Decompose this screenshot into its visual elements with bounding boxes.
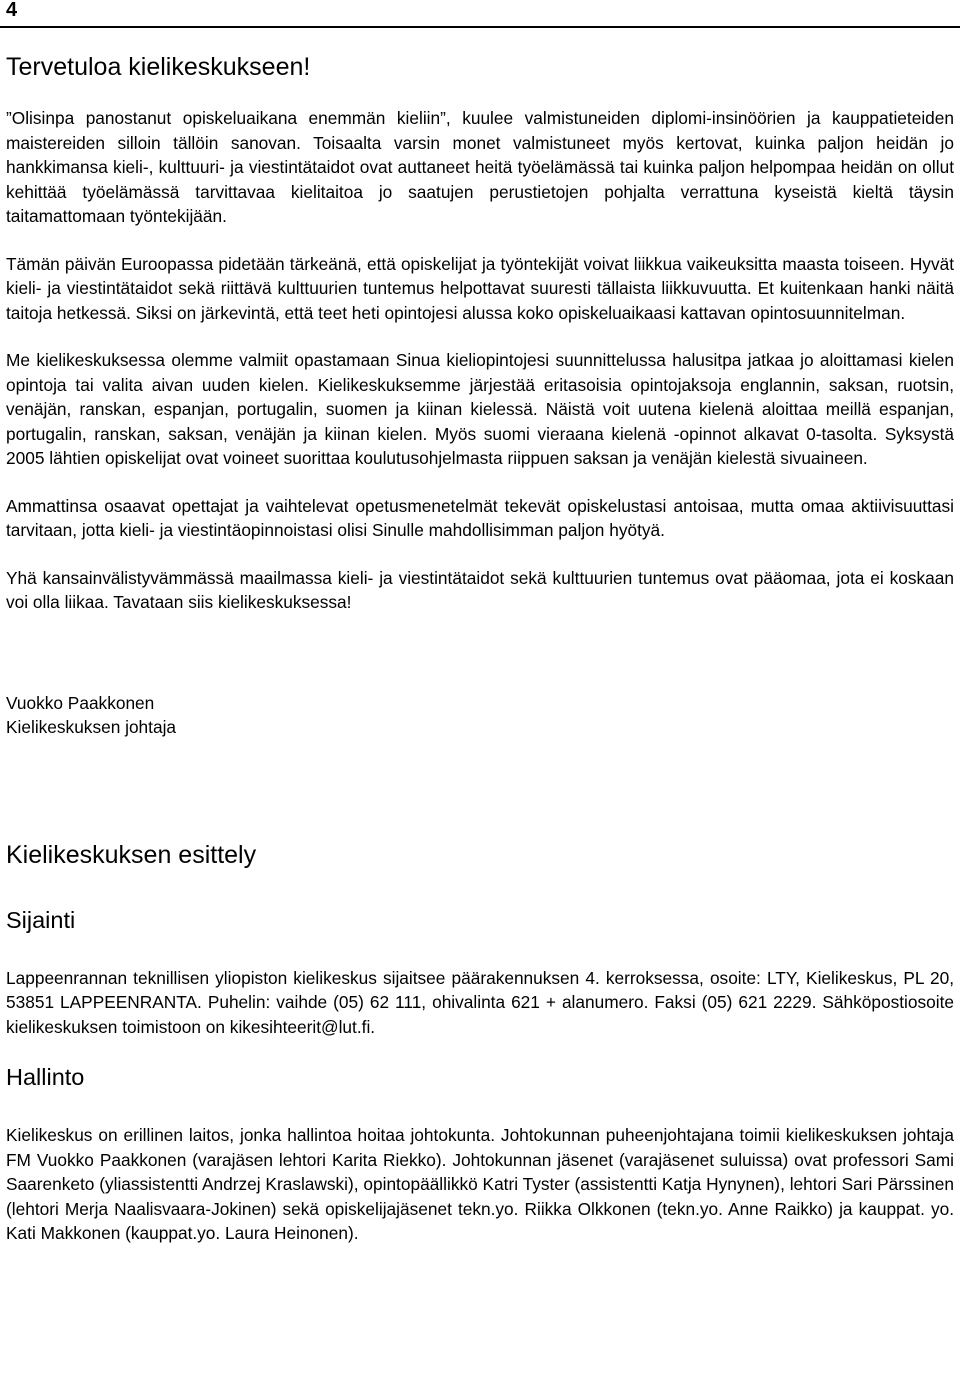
intro-paragraph-2: Tämän päivän Euroopassa pidetään tärkeänä, että opiskelijat ja työntekijät voivat liikkua vaikeuksitta maasta toiseen. Hyvät kieli- ja viestintätaidot sekä riittävä kulttuurien tuntemus helpottavat suuresti tällaista liikkuvuutta. Et kuitenkaan hanki näitä taitoja hetkessä. Siksi on järkevintä, että teet heti opintojesi alussa koko opiskeluaikaasi kattavan opintosuunnitelman.: [6, 253, 954, 323]
administration-title: Hallinto: [6, 1064, 85, 1090]
signature-role: Kielikeskuksen johtaja: [6, 717, 177, 737]
section-title: Kielikeskuksen esittely: [6, 840, 257, 869]
page-number: 4: [6, 0, 18, 21]
location-title: Sijainti: [6, 906, 76, 933]
header-rule: [0, 26, 960, 28]
signature-name: Vuokko Paakkonen: [6, 692, 155, 713]
signature: [6, 691, 954, 740]
intro-paragraph-4: Ammattinsa osaavat opettajat ja vaihtelevat opetusmenetelmät tekevät opiskelustasi antoisaa, mutta omaa aktiivisuuttasi tarvitaan, jotta kieli- ja viestintäopinnoistasi olisi Sinulle mahdollisimman paljon hyötyä.: [6, 495, 954, 540]
welcome-title: Tervetuloa kielikeskukseen!: [6, 53, 311, 81]
administration-text: Kielikeskus on erillinen laitos, jonka hallintoa hoitaa johtokunta. Johtokunnan puheenjohtajana toimii kielikeskuksen johtaja FM Vuokko Paakkonen (varajäsen lehtori Karita Riekko). Johtokunnan jäsenet (varajäsenet suluissa) ovat professori Sami Saarenketo (yliassistentti Andrzej Kraslawski), opintopäällikkö Katri Tyster (assistentti Katja Hynynen), lehtori Sari Pärssinen (lehtori Merja Naalisvaara-Jokinen) sekä opiskelijajäsenet tekn.yo. Riikka Olkkonen (tekn.yo. Anne Raikko) ja kauppat. yo. Kati Makkonen (kauppat.yo. Laura Heinonen).: [6, 1125, 954, 1243]
intro-paragraph-5: Yhä kansainvälistyvämmässä maailmassa kieli- ja viestintätaidot sekä kulttuurien tuntemus ovat pääomaa, jota ei koskaan voi olla liikaa. Tavataan siis kielikeskuksessa!: [6, 567, 954, 612]
intro-paragraph-3: Me kielikeskuksessa olemme valmiit opastamaan Sinua kieliopintojesi suunnittelussa halusitpa jatkaa jo aloittamasi kielen opintoja tai valita aivan uuden kielen. Kielikeskuksemme järjestää eritasoisia opintojaksoja englannin, saksan, ruotsin, venäjän, ranskan, espanjan, portugalin, suomen ja kiinan kielessä. Näistä voit uutena kielenä aloittaa meillä espanjan, portugalin, ranskan, saksan, venäjän ja kiinan kielen. Myös suomi vieraana kielenä -opinnot alkavat 0-tasolta. Syksystä 2005 lähtien opiskelijat ovat voineet suorittaa koulutusohjelmasta riippuen saksan ja venäjän kielestä sivuaineen.: [6, 350, 954, 468]
document-body: [6, 50, 954, 1246]
location-text: Lappeenrannan teknillisen yliopiston kielikeskus sijaitsee päärakennuksen 4. kerroksessa, osoite: LTY, Kielikeskus, PL 20, 53851 LAPPEENRANTA. Puhelin: vaihde (05) 62 111, ohivalinta 621 + alanumero. Faksi (05) 621 2229. Sähköpostiosoite kielikeskuksen toimistoon on kikesihteerit@lut.fi.: [6, 967, 954, 1037]
intro-paragraph-1: ”Olisinpa panostanut opiskeluaikana enemmän kieliin”, kuulee valmistuneiden diplomi-insinöörien ja kauppatieteiden maistereiden silloin tällöin sanovan. Toisaalta varsin monet valmistuneet myös kertovat, kuinka paljon heidän jo hankkimansa kieli-, kulttuuri- ja viestintätaidot ovat auttaneet heitä työelämässä tai kuinka paljon helpompaa heidän on ollut kehittää työelämässä tarvittavaa kielitaitoa jo saatujen perustietojen pohjalta verrattuna kyseistä kieltä täysin taitamattomaan työntekijään.: [6, 108, 954, 226]
